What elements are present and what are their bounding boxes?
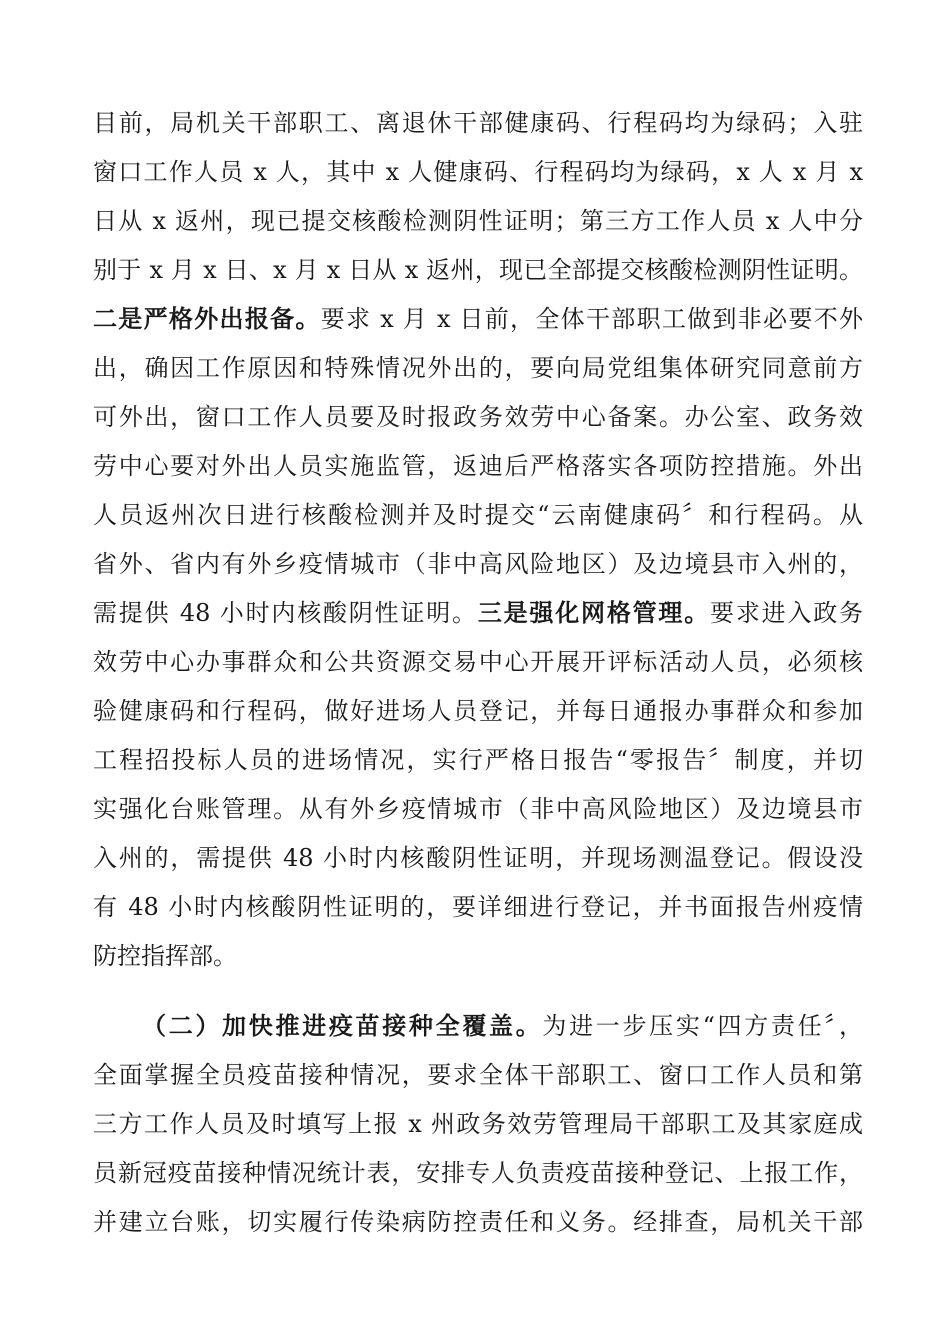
text-line: 人员返州次日进行核酸检测并及时提交“云南健康码〞和行程码。从 bbox=[93, 501, 863, 529]
text-line: 防控指挥部。 bbox=[93, 942, 237, 970]
bold-heading: 二是严格外出报备。 bbox=[93, 304, 321, 333]
text-line: 可外出，窗口工作人员要及时报政务效劳中心备案。办公室、政务效 bbox=[93, 403, 863, 431]
text-line: 需提供 48 小时内核酸阴性证明。三是强化网格管理。要求进入政务 bbox=[93, 598, 864, 627]
text-line: 出，确因工作原因和特殊情况外出的，要向局党组集体研究同意前方 bbox=[93, 354, 863, 382]
text-line: 验健康码和行程码，做好进场人员登记，并每日通报办事群众和参加 bbox=[93, 697, 863, 725]
text-line: 别于 x 月 x 日、x 月 x 日从 x 返州，现已全部提交核酸检测阴性证明。 bbox=[93, 256, 863, 284]
text-line: 劳中心要对外出人员实施监管，返迪后严格落实各项防控措施。外出 bbox=[93, 452, 863, 480]
text-line: 三方工作人员及时填写上报 x 州政务效劳管理局干部职工及其家庭成 bbox=[93, 1110, 863, 1138]
text-line: 窗口工作人员 x 人，其中 x 人健康码、行程码均为绿码，x 人 x 月 x bbox=[93, 158, 863, 186]
text-line: 目前，局机关干部职工、离退休干部健康码、行程码均为绿码；入驻 bbox=[93, 109, 863, 137]
text-line: 实强化台账管理。从有外乡疫情城市（非中高风险地区）及边境县市 bbox=[93, 795, 863, 823]
text-line: 入州的，需提供 48 小时内核酸阴性证明，并现场测温登记。假设没 bbox=[93, 844, 863, 872]
bold-heading: 三是强化网格管理。 bbox=[477, 598, 711, 627]
text-line: 日从 x 返州，现已提交核酸检测阴性证明；第三方工作人员 x 人中分 bbox=[93, 207, 863, 235]
text-line: 员新冠疫苗接种情况统计表，安排专人负责疫苗接种登记、上报工作， bbox=[93, 1159, 863, 1187]
text-line: 有 48 小时内核酸阴性证明的，要详细进行登记，并书面报告州疫情 bbox=[93, 893, 863, 921]
section-heading-line: （二）加快推进疫苗接种全覆盖。为进一步压实“四方责任〞， bbox=[142, 1011, 863, 1040]
text-line: 二是严格外出报备。要求 x 月 x 日前，全体干部职工做到非必要不外 bbox=[93, 304, 863, 333]
text-line: 全面掌握全员疫苗接种情况，要求全体干部职工、窗口工作人员和第 bbox=[93, 1061, 863, 1089]
bold-heading: （二）加快推进疫苗接种全覆盖。 bbox=[142, 1011, 543, 1040]
text-line: 工程招投标人员的进场情况，实行严格日报告“零报告〞制度，并切 bbox=[93, 746, 863, 774]
text-line: 并建立台账，切实履行传染病防控责任和义务。经排查，局机关干部 bbox=[93, 1208, 863, 1236]
text-line: 效劳中心办事群众和公共资源交易中心开展开评标活动人员，必须核 bbox=[93, 648, 863, 676]
text-line: 省外、省内有外乡疫情城市（非中高风险地区）及边境县市入州的， bbox=[93, 550, 863, 578]
